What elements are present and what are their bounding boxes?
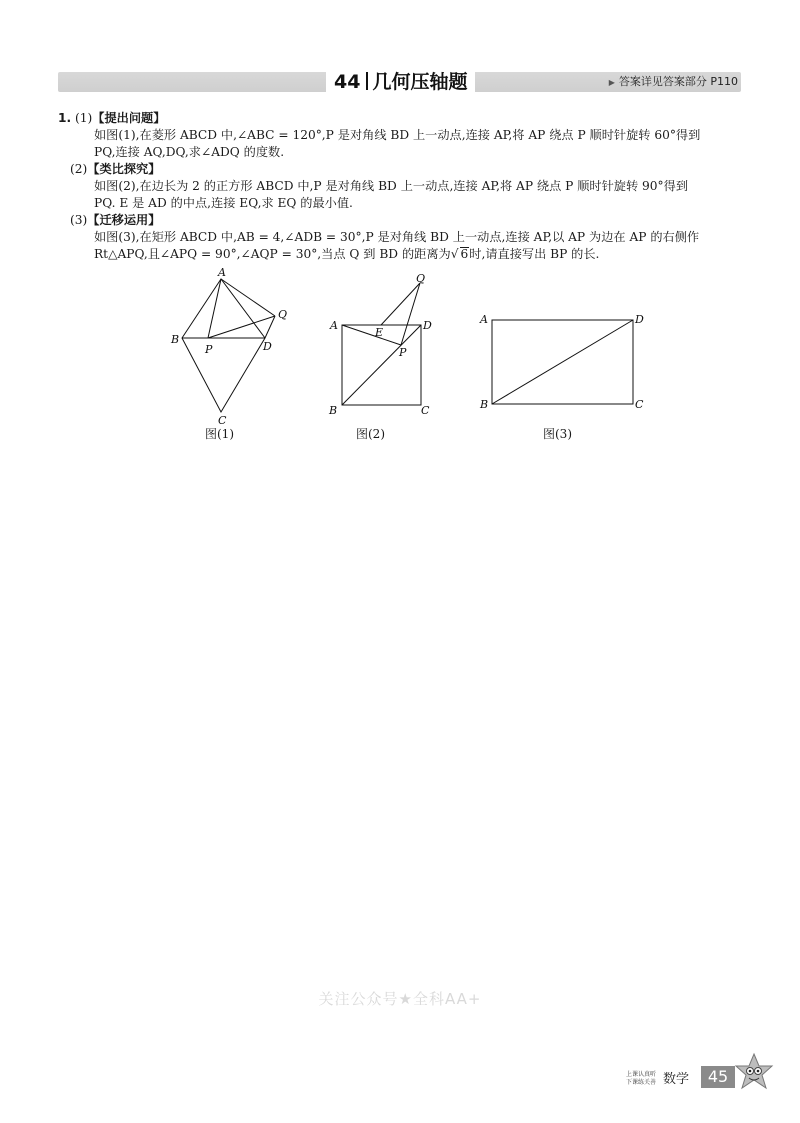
- segment-aq: [221, 279, 275, 316]
- part3-heading-line: [58, 212, 748, 229]
- answer-reference: [609, 74, 738, 91]
- figure-3-caption: 图(3): [543, 427, 572, 441]
- answer-reference-text: 答案详见答案部分 P110: [618, 75, 738, 88]
- section-name: 几何压轴题: [372, 71, 468, 93]
- fig3-label-b: B: [480, 398, 489, 411]
- part2-tag: (2): [70, 162, 88, 176]
- part1-tag: (1): [75, 111, 93, 125]
- watermark: 关注公众号★全科AA+: [318, 990, 482, 1008]
- figure-3: [478, 308, 658, 418]
- diagonal-bd: [492, 320, 633, 404]
- part1-heading: 【提出问题】: [92, 111, 166, 125]
- part3-text-line2: [58, 246, 748, 263]
- problem-number: 1: [58, 111, 67, 125]
- triangle-icon: ▶: [608, 78, 615, 87]
- fig2-label-d: D: [423, 319, 432, 332]
- footer-slogan: [626, 1071, 656, 1087]
- part2-heading: 【类比探究】: [87, 162, 161, 176]
- fig2-label-c: C: [421, 404, 430, 417]
- sqrt-symbol: √: [450, 247, 459, 261]
- fig3-label-d: D: [635, 313, 644, 326]
- fig1-label-q: Q: [278, 308, 288, 321]
- fig3-label-a: A: [480, 313, 488, 326]
- figure-1-diagram: [165, 266, 295, 432]
- footer-slogan-line1: 上课认真听: [626, 1071, 657, 1078]
- figure-1-caption: 图(1): [205, 427, 234, 441]
- fig2-label-q: Q: [416, 272, 426, 285]
- part1-text-line1: 如图(1),在菱形 ABCD 中,∠ABC = 120°,P 是对角线 BD 上一动点,连接 AP,将 AP 绕点 P 顺时针旋转 60°得到: [94, 128, 701, 142]
- part2-text-line2: PQ. E 是 AD 的中点,连接 EQ,求 EQ 的最小值.: [94, 196, 353, 210]
- part2-text-line1: 如图(2),在边长为 2 的正方形 ABCD 中,P 是对角线 BD 上一动点,连接 AP,将 AP 绕点 P 顺时针旋转 90°得到: [94, 179, 689, 193]
- fig1-label-b: B: [171, 333, 180, 346]
- mascot-icon: [734, 1052, 774, 1100]
- fig2-label-p: P: [399, 346, 407, 359]
- part3-heading: 【迁移运用】: [87, 213, 161, 227]
- part2-heading-line: [58, 161, 748, 178]
- fig1-label-p: P: [205, 343, 213, 356]
- part3-text-line2-end: 时,请直接写出 BP 的长.: [469, 247, 600, 261]
- rhombus-abcd: [182, 279, 265, 412]
- fig2-label-a: A: [330, 319, 338, 332]
- part1-heading-line: 1. (1)【提出问题】: [58, 111, 166, 125]
- part3-text-line2-start: Rt△APQ,且∠APQ = 90°,∠AQP = 30°,当点 Q 到 BD 的距离为: [94, 247, 451, 261]
- segment-eq: [381, 283, 420, 325]
- fig3-label-c: C: [635, 398, 644, 411]
- figure-1: [165, 266, 295, 432]
- figure-2: [325, 272, 445, 422]
- part3-text-line1: 如图(3),在矩形 ABCD 中,AB = 4,∠ADB = 30°,P 是对角线 BD 上一动点,连接 AP,以 AP 为边在 AP 的右侧作: [94, 230, 700, 244]
- figure-3-diagram: [478, 308, 658, 418]
- fig1-label-c: C: [218, 414, 227, 427]
- footer-slogan-line2: 下课练关善: [626, 1079, 657, 1086]
- part1-text-line2: PQ,连接 AQ,DQ,求∠ADQ 的度数.: [94, 145, 285, 159]
- problem-content: [58, 110, 748, 263]
- section-number: 44: [334, 71, 361, 93]
- page-number: 45: [701, 1066, 735, 1088]
- title-separator: [366, 72, 368, 90]
- figure-2-caption: 图(2): [356, 427, 385, 441]
- section-title: [326, 68, 475, 96]
- fig2-label-e: E: [375, 326, 384, 339]
- figure-2-diagram: [325, 272, 445, 422]
- segment-ap: [342, 325, 401, 345]
- segment-ap: [208, 279, 221, 338]
- fig1-label-d: D: [263, 340, 272, 353]
- footer-subject: 数学: [663, 1072, 690, 1087]
- sqrt-radicand: 6: [460, 247, 469, 261]
- fig2-label-b: B: [329, 404, 338, 417]
- segment-pq: [208, 316, 275, 338]
- fig1-label-a: A: [218, 266, 226, 279]
- part3-tag: (3): [70, 213, 88, 227]
